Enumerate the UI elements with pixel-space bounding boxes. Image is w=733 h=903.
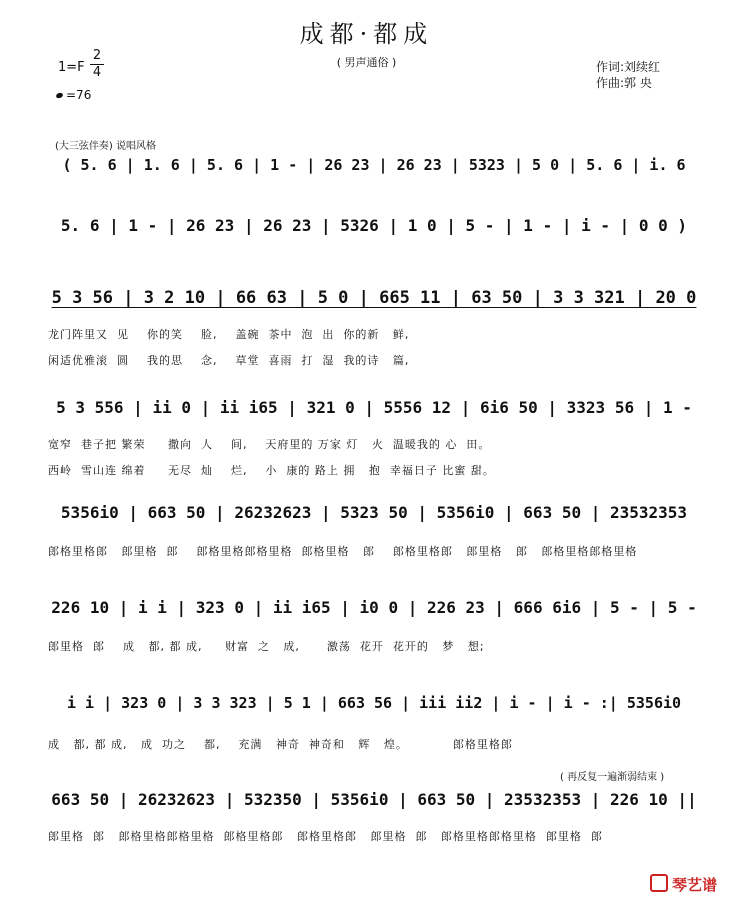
ending-note: ( 再反复一遍渐弱结束 ) — [560, 772, 665, 783]
lyric-line: 闲适优雅滚 圆 我的思 念, 草堂 喜雨 打 湿 我的诗 篇, — [48, 354, 410, 367]
notation-line: i i | 323 0 | 3 3 323 | 5 1 | 663 56 | iii ii2 | i - | i - :| 5356i0 — [66, 694, 682, 712]
tempo-marking — [56, 88, 91, 102]
composer-credit: 作曲:郭 央 — [596, 76, 652, 90]
score-row-6 — [48, 598, 700, 628]
lyric-line: 郎格里格郎 郎里格 郎 郎格里格郎格里格 郎格里格 郎 郎格里格郎 郎里格 郎 郎格里格郎格里格 — [48, 545, 638, 558]
lyric-line: 成 都, 都 成, 成 功之 都, 充满 神奇 神奇和 辉 煌。 郎格里格郎 — [48, 738, 513, 751]
notation-line: 5. 6 | 1 - | 26 23 | 26 23 | 5326 | 1 0 | 5 - | 1 - | i - | 0 0 ) — [60, 216, 688, 235]
score-row-4 — [48, 398, 700, 428]
watermark — [650, 874, 717, 895]
lyric-line: 宽窄 巷子把 繁荣 撒向 人 间, 天府里的 万家 灯 火 温暖我的 心 田。 — [48, 438, 491, 451]
score-row-8 — [48, 790, 700, 820]
score-row-7 — [48, 694, 700, 724]
lyricist-credit: 作词:刘续红 — [596, 60, 661, 74]
lyric-line: 郎里格 郎 成 都, 都 成, 财富 之 成, 激荡 花开 花开的 梦 想; — [48, 640, 485, 653]
tempo-value: =76 — [66, 88, 92, 102]
performance-style: ( 男声通俗 ) — [336, 56, 397, 69]
key-signature: 1=F — [58, 60, 85, 75]
lyric-line: 龙门阵里又 见 你的笑 脸, 盖碗 茶中 泡 出 你的新 鲜, — [48, 328, 410, 341]
watermark-text: 琴艺谱 — [671, 876, 717, 894]
song-title: 成都·都成 — [299, 20, 434, 48]
score-row-5 — [48, 503, 700, 533]
notation-line: 226 10 | i i | 323 0 | ii i65 | i0 0 | 226 23 | 666 6i6 | 5 - | 5 - — [51, 598, 697, 617]
notation-line: ( 5. 6 | 1. 6 | 5. 6 | 1 - | 26 23 | 26 23 | 5323 | 5 0 | 5. 6 | i. 6 — [62, 156, 686, 174]
time-signature — [90, 48, 104, 81]
notation-line: 5 3 56 | 3 2 10 | 66 63 | 5 0 | 665 11 | 63 50 | 3 3 321 | 20 0 — [51, 288, 697, 308]
notation-line: 663 50 | 26232623 | 532350 | 5356i0 | 663 50 | 23532353 | 226 10 || — [51, 790, 697, 809]
lyric-line: 郎里格 郎 郎格里格郎格里格 郎格里格郎 郎格里格郎 郎里格 郎 郎格里格郎格里格 郎里格 郎 — [48, 830, 603, 843]
score-row-1 — [48, 156, 700, 186]
quarter-note-icon — [55, 92, 63, 99]
score-row-3 — [48, 288, 700, 318]
lyric-line: 西岭 雪山连 绵着 无尽 灿 烂, 小 康的 路上 拥 抱 幸福日子 比蜜 甜。 — [48, 464, 495, 477]
style-note: (大三弦伴奏) 说唱风格 — [55, 141, 156, 152]
notation-line: 5356i0 | 663 50 | 26232623 | 5323 50 | 5356i0 | 663 50 | 23532353 — [60, 503, 688, 522]
logo-icon — [650, 874, 668, 892]
notation-line: 5 3 556 | ii 0 | ii i65 | 321 0 | 5556 12 | 6i6 50 | 3323 56 | 1 - — [56, 398, 692, 417]
time-signature-bottom: 4 — [92, 65, 102, 80]
time-signature-top: 2 — [92, 48, 102, 63]
score-row-2 — [48, 216, 700, 246]
